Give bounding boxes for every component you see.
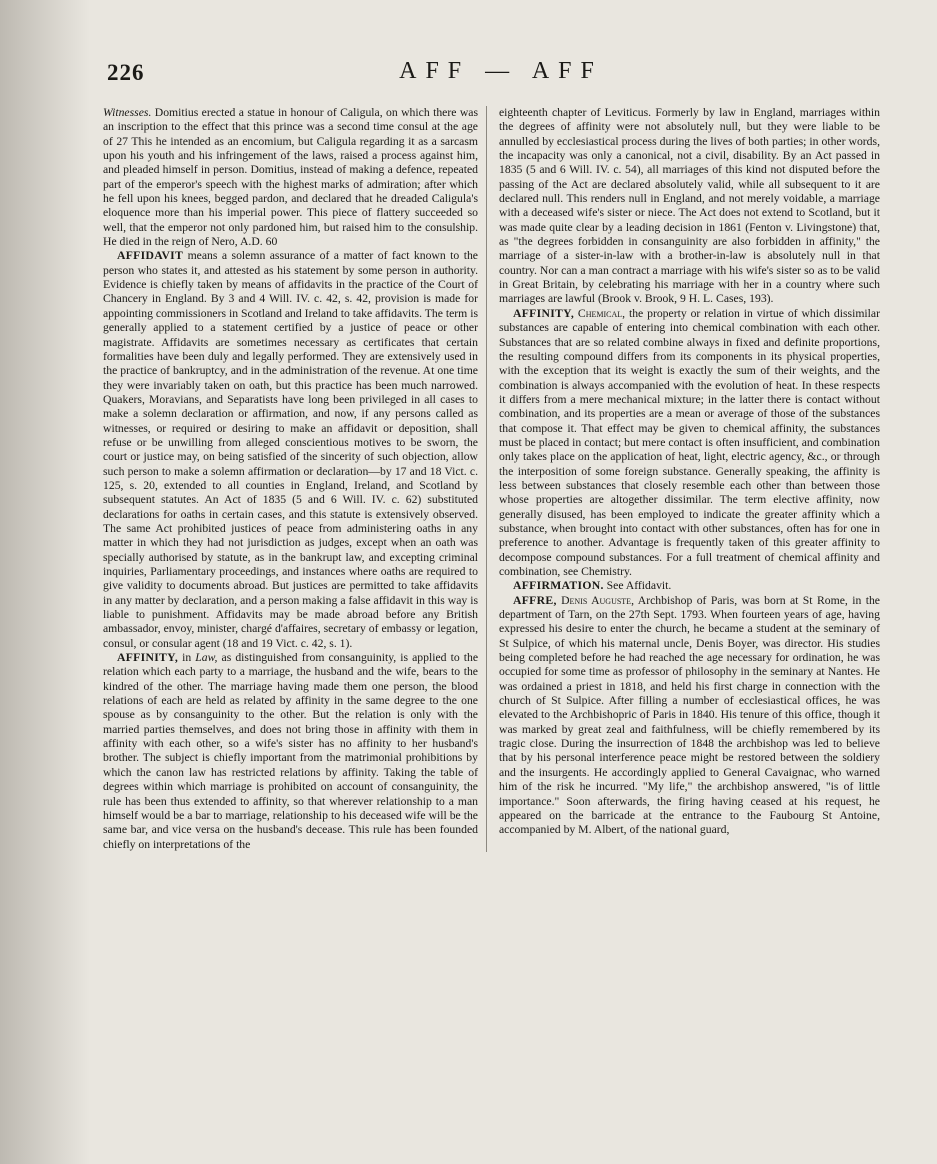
entry-affinity-law bbox=[103, 651, 478, 852]
entry-affinity-law-continued bbox=[499, 106, 880, 307]
entry-text: means a solemn assurance of a matter of fact known to the person who states it, and attested as his statement by some person in authority. Evidence is chiefly taken by means of affidavits in the practice of the Court of Chancery in England. By 3 and 4 Will. IV. c. 42, s. 42, provision is made for appointing commissioners in Scotland and Ireland to take affidavits. The term is generally applied to a statement certified by a justice of peace or other magistrate. Affidavits are sometimes necessary as certificates that certain formalities have been duly and legally performed. They are extensively used in the practice of bankruptcy, and in the administration of the revenue. At one time they were invariably taken on oath, but this practice has been much narrowed. Quakers, Moravians, and Separatists have long been privileged in all cases to make a solemn declaration or affirmation, and now, if any persons called as witnesses, or required or desiring to make an affidavit or deposition, shall refuse or be unwilling from alleged conscientious motives to be sworn, the court or justice may, on being satisfied of the sincerity of such objection, allow such person to make a solemn affirmation or declaration—by 17 and 18 Vict. c. 125, s. 20, extended to all counties in England, Ireland, and Scotland by subsequent statutes. An Act of 1835 (5 and 6 Will. IV. c. 62) substituted declarations for oaths in certain cases, and this statute is extensively observed. The same Act prohibited justices of peace from administering oaths in any matter in which they had not jurisdiction as judges, except when an oath was specially authorised by statute, as in the bankrupt law, and excepting criminal inquiries, Parliamentary proceedings, and instances where oaths are required to give validity to documents abroad. But justices are permitted to take affidavits in any matter by declaration, and a person making a false affidavit in this way is liable to punishment. Affidavits may be made abroad before any British ambassador, envoy, minister, chargé d'affaires, secretary of embassy or legation, consul, or consular agent (18 and 19 Vict. c. 42, s. 1). bbox=[103, 249, 478, 650]
entry-subject: Law, bbox=[195, 651, 218, 665]
entry-affirmation bbox=[499, 579, 880, 593]
entry-text: the property or relation in virtue of which dissimilar substances are capable of entering into chemical combination with each other. Substances that are so related combine always in fixed and definite proportions, the resulting compound differs from its components in its physical properties, with the exception that its weight is exactly the sum of their weights, and the combination is always accompanied with the evolution of heat. In these respects it differs from a mere mechanical mixture; in the latter there is contact without combination, and its properties are a mean or average of those of the substances that compose it. That effect may be given to chemical affinity, the substances must be placed in contact; but mere contact is often insufficient, and combination only takes place on the application of heat, light, electric agency, &c., or through the interposition of some foreign substance. Generally speaking, the affinity is less between substances that closely resemble each other than between those whose properties are altogether dissimilar. The term elective affinity, now generally disused, has been employed to indicate the greater affinity which a substance, when brought into contact with other substances, often has for one in preference to another. Advantage is frequently taken of this greater affinity to decompose compound substances. For a full treatment of chemical affinity and combination, see Chemistry. bbox=[499, 306, 880, 578]
entry-text: eighteenth chapter of Leviticus. Formerly by law in England, marriages within the degrees of affinity were not absolutely null, but they were liable to be annulled by ecclesiastical process during the lives of both parties; in other words, the incapacity was only a canonical, not a civil, disability. By an Act passed in 1835 (5 and 6 Will. IV. c. 54), all marriages of this kind not disputed before the passing of the Act are declared absolutely valid, while all subsequent to it are declared null. This renders null in England, and not merely voidable, a marriage with a deceased wife's sister or niece. The Act does not extend to Scotland, but it was made quite clear by a leading decision in 1861 (Fenton v. Livingstone) that, as "the degrees forbidden in consanguinity are also forbidden in affinity," the marriage of a sister-in-law with a brother-in-law is absolutely null in that country. Nor can a man contract a marriage with his wife's sister so as to be valid in Great Britain, by celebrating his marriage with her in a country where such marriages are lawful (Brook v. Brook, 9 H. L. Cases, 193). bbox=[499, 106, 880, 306]
left-column bbox=[103, 106, 486, 852]
page-number: 226 bbox=[107, 60, 145, 85]
binding-shadow bbox=[0, 0, 90, 1164]
entry-text: See Affidavit. bbox=[603, 579, 672, 593]
running-head: AFF — AFF bbox=[399, 58, 603, 84]
lead-italic: Witnesses. bbox=[103, 106, 152, 119]
entry-connective: in bbox=[178, 651, 196, 665]
entry-affre bbox=[499, 594, 880, 838]
entry-text: Domitius erected a statue in honour of Caligula, on which there was an inscription to the effect that this prince was a second time consul at the age of 27 This he intended as an encomium, but Caligula regarding it as a sarcasm upon his youth and his infringement of the laws, raised a process against him, and pleaded himself in person. Domitius, instead of making a defence, repeated part of the emperor's speech with the highest marks of admiration; after which he fell upon his knees, begged pardon, and declared that he dreaded Caligula's eloquence more than his imperial power. This piece of flattery succeeded so well, that the emperor not only pardoned him, but raised him to the consulship. He died in the reign of Nero, A.D. 60 bbox=[103, 106, 478, 249]
text-columns bbox=[103, 106, 899, 852]
entry-witnesses-continued bbox=[103, 106, 478, 249]
entry-text: as distinguished from consanguinity, is applied to the relation which each party to a marriage, the husband and the wife, bears to the kindred of the other. The marriage having made them one person, the blood relations of each are held as related by affinity in the same degree to the one spouse as by consanguinity to the other. But the relation is only with the married parties themselves, and does not bring those in affinity with them in affinity with each other, so a wife's sister has no affinity to her husband's brother. The subject is chiefly important from the matrimonial prohibitions by which the canon law has restricted relations by affinity. Taking the table of degrees within which marriage is prohibited on account of consanguinity, the rule has been thus extended to affinity, so that wherever relationship to a man himself would be a bar to marriage, relationship to his deceased wife will be the same bar, and vice versa on the husband's decease. This rule has been founded chiefly on interpretations of the bbox=[103, 651, 479, 851]
entry-affidavit bbox=[103, 249, 478, 651]
headword: AFFINITY, bbox=[117, 651, 179, 665]
entry-subject: Denis Auguste, bbox=[556, 593, 634, 607]
headword: AFFIDAVIT bbox=[117, 249, 184, 263]
headword: AFFRE, bbox=[513, 593, 557, 607]
right-column bbox=[486, 106, 880, 852]
entry-subject: Chemical, bbox=[574, 306, 626, 320]
entry-text: Archbishop of Paris, was born at St Rome, in the department of Tarn, on the 27th Sept. 1793. When fourteen years of age, having expressed his desire to enter the church, he became a student at the seminary of St Sulpice, of which his maternal uncle, Denis Boyer, was director. His studies being completed before he had reached the age necessary for ordination, he was occupied for some time as professor of philosophy in the seminary at Nantes. He was ordained a priest in 1818, and held his first charge in connection with the church of St Sulpice. After filling a number of ecclesiastical offices, he was elevated to the Archbishopric of Paris in 1840. His tenure of this office, though it was marked by great zeal and faithfulness, will be chiefly remembered by its tragic close. During the insurrection of 1848 the archbishop was led to believe that by his personal interference peace might be restored between the soldiery and the insurgents. He accordingly applied to General Cavaignac, who warned him of the risk he incurred. "My life," the archbishop answered, "is of little importance." Soon afterwards, the firing having ceased at his request, he appeared on the barricade at the entrance to the Faubourg St Antoine, accompanied by M. Albert, of the national guard, bbox=[499, 593, 880, 837]
headword: AFFINITY, bbox=[513, 306, 575, 320]
page-header bbox=[103, 54, 899, 94]
headword: AFFIRMATION. bbox=[513, 579, 604, 593]
entry-affinity-chemical bbox=[499, 307, 880, 580]
